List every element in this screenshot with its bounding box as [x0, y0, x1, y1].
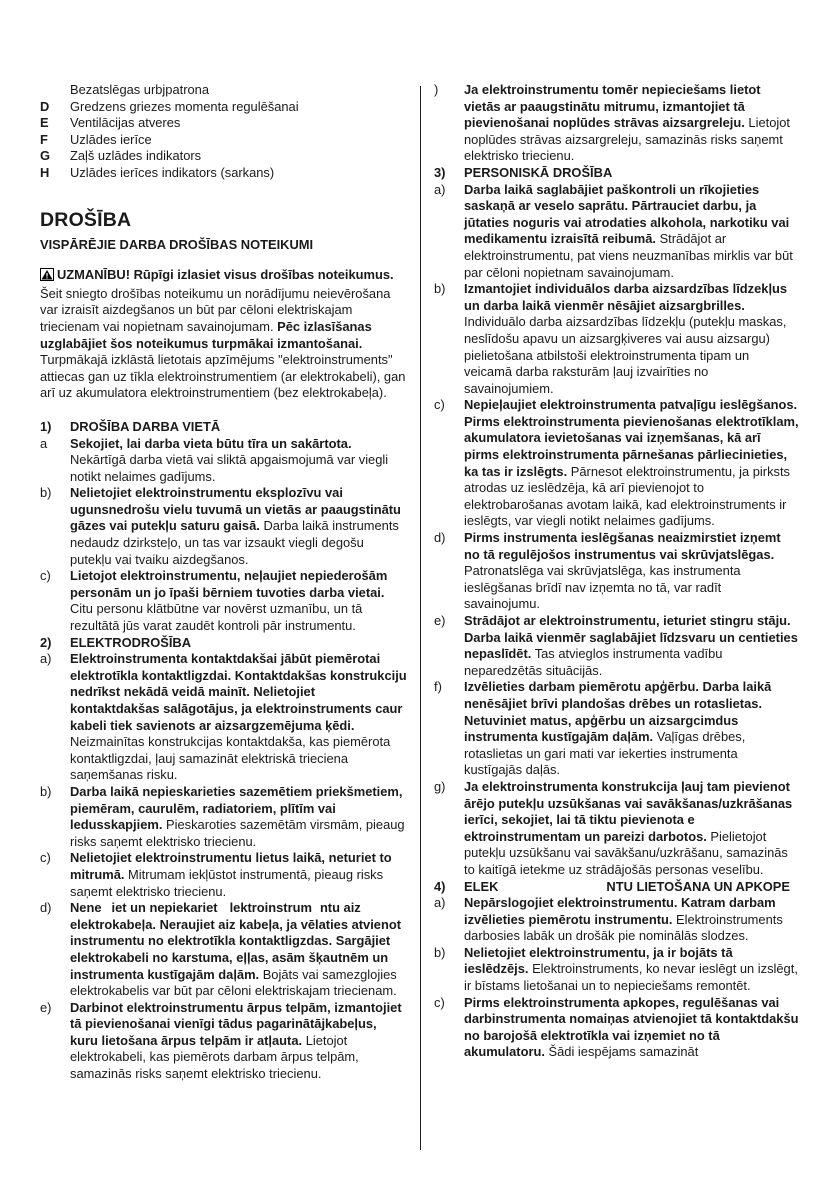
legend-key: E	[40, 115, 49, 131]
item-4c: c) Pirms elektroinstrumenta apkopes, regulēšanas vai darbinstrumenta nomaiņas atvienojiet tā kontaktdakšu no barojošā elektrotīkla vai izņemiet no tā akumulatoru. Šādi iespējams samazināt	[434, 994, 799, 1060]
item-2a: a) Elektroinstrumenta kontaktdakšai jābūt piemērotai elektrotīkla kontaktligzdai. Kontaktdakšas konstrukciju nedrīkst nekādā veidā mainīt. Nelietojiet kontaktdakšas salāgotājus, ja elektroinstruments caur kabeli tiek savienots ar aizsargzemējuma ķēdi. Neizmainītas konstrukcijas kontaktdakša, kas piemērota kontaktligzdai, ļauj samazināt elektriskā trieciena saņemšanas risku.	[40, 651, 407, 783]
right-column	[434, 82, 799, 1061]
item-2b: b) Darba laikā nepieskarieties sazemētiem priekšmetiem, piemēram, caurulēm, radiatoriem, plītīm vai ledusskapjiem. Pieskaroties sazemētām virsmām, pieaug risks saņemt elektrisko triecienu.	[40, 783, 405, 849]
legend-key: D	[40, 98, 50, 114]
legend-item	[40, 165, 408, 182]
item-2f: ) Ja elektroinstrumentu tomēr nepieciešams lietot vietās ar paaugstinātu mitrumu, izmantojiet tā pievienošanai noplūdes strāvas aizsargreleju. Lietojot noplūdes strāvas aizsargreleju, samazinās risks saņemt elektrisko triecienu.	[434, 82, 790, 164]
left-column	[40, 82, 408, 1083]
section-3-title: 3) PERSONISKĀ DROŠĪBA	[434, 164, 613, 180]
item-1c: c) Lietojot elektroinstrumentu, neļaujiet nepiederošām personām un jo īpaši bērniem tuvoties darba vietai. Citu personu klātbūtne var novērst uzmanību, un tā rezultātā jūs varat zaudēt kontroli pār instrumentu.	[40, 568, 388, 634]
legend-item	[40, 115, 408, 132]
item-1b: b) Nelietojiet elektroinstrumentu eksplozīvu vai ugunsnedrošu vielu tuvumā un vietās ar paaugstinātu gāzes vai putekļu saturu gaisā. Darba laikā instruments nedaudz dzirksteļo, un tas var izsaukt viegli degošu putekļu vai tvaiku aizdegšanos.	[40, 485, 401, 567]
legend-continuation: Bezatslēgas urbjpatrona	[70, 82, 210, 97]
warning-paragraph: UZMANĪBU! Rūpīgi izlasiet visus drošības noteikumus. Šeit sniegto drošības noteikumu un norādījumu neievērošana var izraisīt aizdegšanos un būt par cēloni elektriskajam triecienam vai nopietnam savainojumam. Pēc izlasīšanas uzglabājiet šos noteikumus turpmākai izmantošanai. Turpmākajā izklāstā lietotais apzīmējums "elektroinstruments" attiecas gan uz tīkla elektroinstrumentiem (ar elektrokabeli), gan arī uz akumulatora elektroinstrumentiem (bez elektrokabeļa).	[40, 267, 406, 401]
legend-text: Ventilācijas atveres	[70, 115, 181, 131]
item-2c: c) Nelietojiet elektroinstrumentu lietus laikā, neturiet to mitrumā. Mitrumam iekļūstot instrumentā, pieaug risks saņemt elektrisko triecienu.	[40, 850, 392, 899]
legend-text: Gredzens griezes momenta regulēšanai	[70, 98, 299, 114]
item-3a: a) Darba laikā saglabājiet paškontroli un rīkojieties saskaņā ar veselo saprātu. Pārtrauciet darbu, ja jūtaties noguris vai atrodaties alkohola, narkotiku vai medikamentu izraisītā reibumā. Strādājot ar elektroinstrumentu, pat viens neuzmanības mirklis var būt par cēloni nopietnam savainojumam.	[434, 181, 793, 280]
legend-text: Uzlādes ierīce	[70, 131, 152, 147]
item-3c: c) Nepieļaujiet elektroinstrumenta patvaļīgu ieslēgšanos. Pirms elektroinstrumenta pievienošanas elektrotīklam, akumulatora ievietošanas vai izņemšanas, kā arī pirms elektroinstrumenta pārnešanas pārliecinieties, ka tas ir izslēgts. Pārnesot elektroinstrumentu, ja pirksts atrodas uz ieslēdzēja, kā arī pievienojot to elektrobarošanas avotam laikā, kad elektroinstruments ir ieslēgts, var viegli notikt nelaimes gadījums.	[434, 397, 799, 529]
legend-item	[40, 99, 408, 116]
warning-triangle-icon	[40, 268, 54, 286]
legend-key: F	[40, 131, 48, 147]
item-4b: b) Nelietojiet elektroinstrumentu, ja ir bojāts tā ieslēdzējs. Elektroinstruments, ko nevar ieslēgt un izslēgt, ir bīstams lietošanai un to nepieciešams remontēt.	[434, 944, 798, 994]
legend-list	[40, 99, 408, 182]
legend-text: Uzlādes ierīces indikators (sarkans)	[70, 164, 275, 180]
section-2-title: 2) ELEKTRODROŠĪBA	[40, 634, 192, 650]
legend-item	[40, 132, 408, 149]
section-subheading: VISPĀRĒJIE DARBA DROŠĪBAS NOTEIKUMI	[40, 236, 314, 252]
section-1-title: 1) DROŠĪBA DARBA VIETĀ	[40, 418, 221, 434]
legend-key: H	[40, 164, 50, 180]
legend-key: G	[40, 148, 51, 164]
legend-text: Zaļš uzlādes indikators	[70, 148, 202, 164]
item-3e: e) Strādājot ar elektroinstrumentu, ieturiet stingru stāju. Darba laikā vienmēr saglabājiet līdzsvaru un centieties nepaslīdēt. Tas atvieglos instrumenta vadību neparedzētās situācijās.	[434, 613, 798, 678]
column-divider	[420, 86, 421, 1150]
item-3f: f) Izvēlieties darbam piemērotu apģērbu. Darba laikā nenēsājiet brīvi plandošas drēbes un rotaslietas. Netuviniet matus, apģērbu un aizsargcimdus instrumenta kustīgajām daļām. Vaļīgas drēbes, rotaslietas un gari mati var iekerties instrumenta kustīgajās daļās.	[434, 679, 772, 778]
item-3d: d) Pirms instrumenta ieslēgšanas neaizmirstiet izņemt no tā regulējošos instrumentus vai skrūvjatslēgas. Patronatslēga vai skrūvjatslēga, kas instrumenta ieslēgšanas brīdī nav izņemta no tā, var radīt savainojumu.	[434, 530, 781, 612]
item-1a: a Sekojiet, lai darba vieta būtu tīra un sakārtota. Nekārtīgā darba vietā vai sliktā apgaismojumā var viegli notikt nelaimes gadījums.	[40, 435, 389, 484]
page-heading: DROŠĪBA	[40, 208, 132, 231]
item-2d: d) Nene iet un nepiekariet lektroinstrum ntu aiz elektrokabeļa. Neraujiet aiz kabeļa, ja vēlaties atvienot instrumentu no elektrotīkla kontaktligzdas. Sargājiet elektrokabeli no karstuma, eļļas, asām šķautnēm un instrumenta kustīgajām daļām. Bojāts vai samezglojies elektrokabelis var būt par cēloni elektriskajam triecienam.	[40, 900, 402, 999]
section-4-title: 4) ELEK NTU LIETOŠANA UN APKOPE	[434, 878, 790, 894]
item-3b: b) Izmantojiet individuālos darba aizsardzības līdzekļus un darba laikā vienmēr nēsājiet aizsargbrilles. Individuālo darba aizsardzības līdzekļu (putekļu maskas, neslīdošu apavu un aizsargķiveres vai ausu aizsargu) pielietošana atbilstoši elektroinstrumenta tipam un veicamā darba raksturām ļauj izvairīties no savainojumiem.	[434, 281, 788, 396]
item-2e: e) Darbinot elektroinstrumentu ārpus telpām, izmantojiet tā pievienošanai vienīgi tādus pagarinātājkabeļus, kuru lietošana ārpus telpām ir atļauta. Lietojot elektrokabeli, kas piemērots darbam ārpus telpām, samazinās risks saņemt elektrisko triecienu.	[40, 999, 402, 1082]
legend-item	[40, 148, 408, 165]
item-3g: g) Ja elektroinstrumenta konstrukcija ļauj tam pievienot ārējo putekļu uzsūkšanas vai savākšanas/uzkrāšanas ierīci, sekojiet, lai tā tiktu pievienota e ektroinstrumentam un pareizi darbotos. Pielietojot putekļu uzsūkšanu vai savākšanu/uzkrāšanu, samazinās to kaitīgā ietekme uz strādājošās personas veselību.	[434, 778, 793, 877]
item-4a: a) Nepārslogojiet elektroinstrumentu. Katram darbam izvēlieties piemērotu instrumentu. Elektroinstruments darbosies labāk un drošāk pie nominālās slodzes.	[434, 895, 783, 944]
